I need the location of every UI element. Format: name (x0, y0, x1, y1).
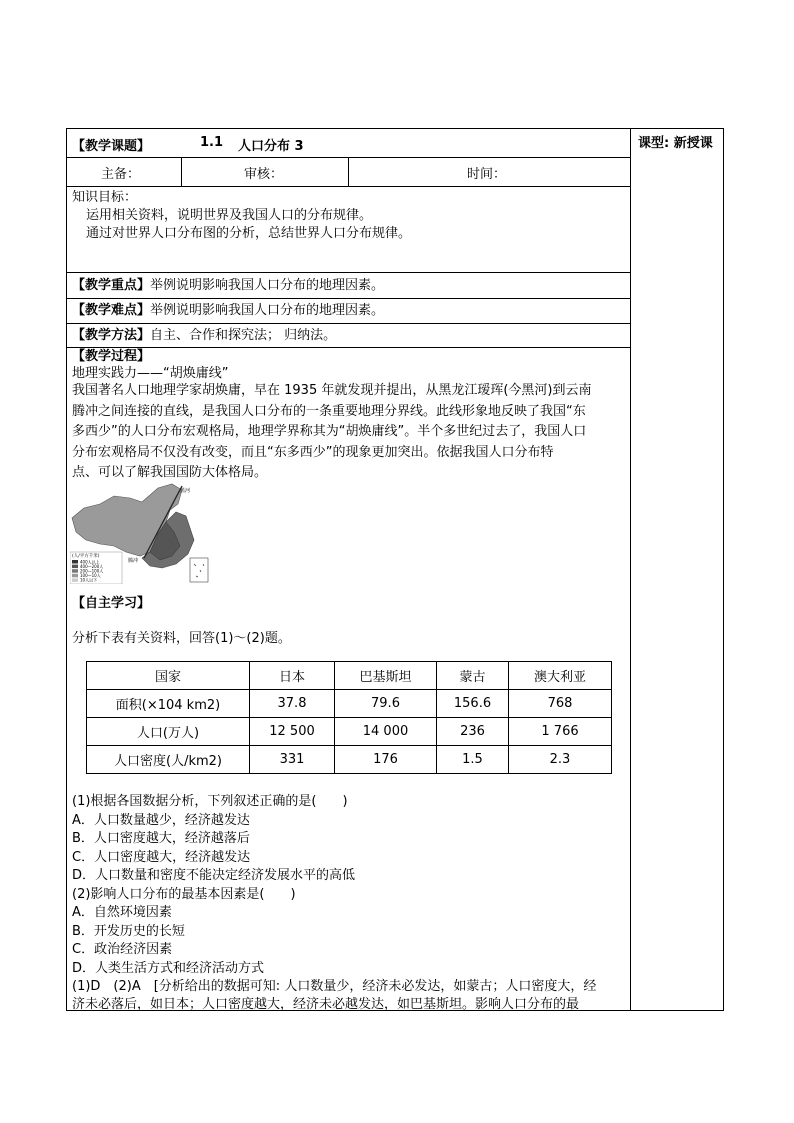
row-divider (66, 298, 631, 299)
legend-item: 100—10人 (80, 573, 101, 578)
legend-item: 400人以上 (80, 559, 100, 565)
legend-item: 10人以下 (80, 577, 98, 583)
paragraph-line: 腾冲之间连接的直线，是我国人口分布的一条重要地理分界线。此线形象地反映了我国“东 (72, 403, 586, 419)
table-cell: 331 (250, 746, 335, 774)
legend-swatch (72, 565, 78, 569)
table-cell: 14 000 (335, 718, 437, 746)
table-cell: 768 (509, 690, 612, 718)
answer-line: 济未必落后，如日本；人口密度越大，经济未必越发达，如巴基斯坦。影响人口分布的最 (72, 997, 580, 1012)
paragraph-line: 点、可以了解我国国防大体格局。 (72, 465, 268, 480)
time-label: 时间： (467, 167, 507, 182)
cell-divider (181, 157, 182, 186)
key-point-row (72, 276, 628, 296)
south-sea-inset (190, 558, 208, 582)
table-cell: 236 (437, 718, 509, 746)
question-1-option: C．人口密度越大，经济越发达 (72, 850, 251, 865)
difficulty-text: 举例说明影响我国人口分布的地理因素。 (150, 303, 385, 318)
method-row (72, 326, 628, 346)
hu-line-paragraph (72, 381, 626, 484)
objectives-heading: 知识目标： (72, 190, 138, 205)
paragraph-line: 我国著名人口地理学家胡焕庸，早在 1935 年就发现并提出，从黑龙江瑷珲(今黑河)到云南 (72, 383, 592, 398)
method-label: 【教学方法】 (72, 328, 151, 343)
answer-line: (1)D (2)A [分析给出的数据可知: 人口数量少，经济未必发达，如蒙古；人口密度大，经 (72, 979, 597, 994)
difficulty-label: 【教学难点】 (72, 303, 151, 318)
table-cell: 1.5 (437, 746, 509, 774)
legend-swatch (72, 574, 78, 578)
table-header-cell: 巴基斯坦 (335, 662, 437, 690)
question-2-stem: (2)影响人口分布的最基本因素是( ) (72, 887, 296, 902)
process-label: 【教学过程】 (72, 349, 151, 364)
key-point-text: 举例说明影响我国人口分布的地理因素。 (150, 278, 385, 293)
table-cell: 2.3 (509, 746, 612, 774)
heihe-label: 黑河 (180, 488, 191, 494)
paragraph-line: 分布宏观格局不仅没有改变，而且“东多西少”的现象更加突出。依据我国人口分布特 (72, 444, 554, 460)
table-cell: 176 (335, 746, 437, 774)
right-column-divider (630, 128, 631, 1011)
table-cell: 1 766 (509, 718, 612, 746)
table-header-cell: 国家 (87, 662, 250, 690)
table-cell: 面积(×104 km2) (87, 690, 250, 718)
legend-item: 400—200人 (80, 564, 104, 569)
legend-title: (人/平方千米) (72, 554, 100, 559)
difficulty-row (72, 301, 628, 321)
legend-item: 200—100人 (80, 568, 104, 574)
key-point-label: 【教学重点】 (72, 278, 151, 293)
table-row (87, 718, 612, 746)
question-2-option: D．人类生活方式和经济活动方式 (72, 961, 265, 976)
course-type: 课型: 新授课 (638, 136, 713, 151)
title-label: 【教学课题】 (72, 139, 151, 154)
tengchong-label: 腾冲 (128, 558, 139, 564)
row-divider (66, 323, 631, 324)
table-row (87, 746, 612, 774)
question-1-option: B．人口密度越大，经济越落后 (72, 831, 250, 846)
row-divider (66, 272, 631, 273)
objective-item: 运用相关资料，说明世界及我国人口的分布规律。 (86, 208, 373, 223)
legend-swatch (72, 569, 78, 573)
table-cell: 156.6 (437, 690, 509, 718)
country-data-table (86, 661, 612, 774)
question-1-option: A．人口数量越少，经济越发达 (72, 813, 250, 828)
question-2-option: A．自然环境因素 (72, 905, 172, 920)
preparer-label: 主备： (101, 167, 141, 182)
objective-item: 通过对世界人口分布图的分析，总结世界人口分布规律。 (86, 226, 412, 241)
china-population-map (70, 482, 210, 584)
table-cell: 人口(万人) (87, 718, 250, 746)
legend-swatch (72, 578, 78, 582)
table-cell: 79.6 (335, 690, 437, 718)
table-header-cell: 日本 (250, 662, 335, 690)
table-cell: 37.8 (250, 690, 335, 718)
paragraph-line: 多西少”的人口分布宏观格局，地理学界称其为“胡焕庸线”。半个多世纪过去了，我国人口 (72, 424, 587, 439)
table-cell: 12 500 (250, 718, 335, 746)
question-2-option: B．开发历史的长短 (72, 924, 185, 939)
lesson-title: 人口分布 3 (238, 139, 304, 154)
legend-swatch (72, 560, 78, 564)
reviewer-label: 审核： (244, 167, 284, 182)
table-row (87, 690, 612, 718)
question-1-stem: (1)根据各国数据分析，下列叙述正确的是( ) (72, 794, 348, 809)
cell-divider (348, 157, 349, 186)
lesson-number: 1.1 (200, 135, 224, 150)
table-header-cell: 蒙古 (437, 662, 509, 690)
self-study-label: 【自主学习】 (72, 596, 151, 611)
practice-title: 地理实践力——“胡焕庸线” (72, 366, 229, 381)
table-header-cell: 澳大利亚 (509, 662, 612, 690)
table-header-row (87, 662, 612, 690)
table-cell: 人口密度(人/km2) (87, 746, 250, 774)
self-study-intro: 分析下表有关资料，回答(1)～(2)题。 (72, 631, 291, 646)
question-1-option: D．人口数量和密度不能决定经济发展水平的高低 (72, 868, 356, 883)
row-divider (66, 186, 631, 187)
question-2-option: C．政治经济因素 (72, 942, 173, 957)
method-text: 自主、合作和探究法； 归纳法。 (150, 328, 337, 343)
